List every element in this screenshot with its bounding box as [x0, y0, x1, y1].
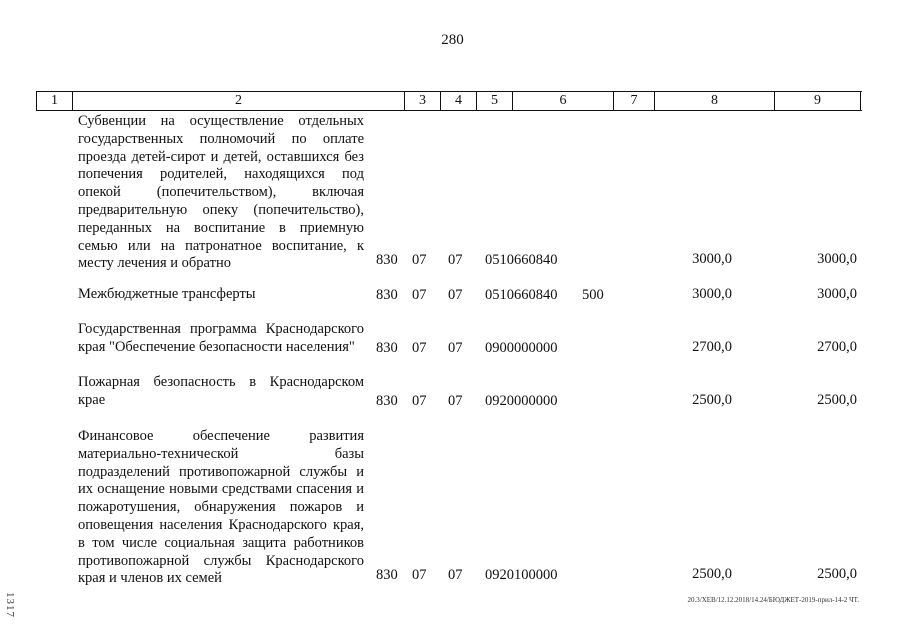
row-description: Межбюджетные трансферты: [78, 286, 256, 302]
cell-col6: 0920000000: [485, 393, 558, 409]
cell-col5: 07: [448, 252, 463, 268]
cell-col8: 3000,0: [692, 251, 732, 267]
header-col-5: 5: [477, 92, 513, 110]
cell-col3: 830: [376, 252, 398, 268]
header-col-3: 3: [405, 92, 441, 110]
header-col-4: 4: [441, 92, 477, 110]
cell-col4: 07: [412, 252, 427, 268]
row-description: Субвенции на осуществление отдельных государственных полномочий по оплате проезда детей-сирот и детей, оставшихся без попечения родителей, находящихся под опекой (попечительством), включая предварительную опеку (попечительство), переданных на воспитание в приемную семью или на патронатное воспитание, к месту лечения и обратно: [78, 113, 364, 272]
page-number: 280: [441, 32, 464, 48]
row-description: Пожарная безопасность в Краснодарском крае: [78, 374, 364, 408]
cell-col5: 07: [448, 340, 463, 356]
header-col-9: 9: [775, 92, 861, 110]
header-col-6: 6: [513, 92, 614, 110]
header-col-2: 2: [73, 92, 405, 110]
cell-col9: 2500,0: [817, 392, 857, 408]
cell-col4: 07: [412, 287, 427, 303]
cell-col6: 0510660840: [485, 252, 558, 268]
row-description: Финансовое обеспечение развития материально-технической базы подразделений противопожарной службы и их оснащение новыми средствами спасения и пожаротушения, обнаружения пожаров и оповещения населения Краснодарского края, в том числе социальная защита работников противопожарной службы Краснодарского края и членов их семей: [78, 428, 364, 587]
cell-col6: 0510660840: [485, 287, 558, 303]
row-description: Государственная программа Краснодарского края "Обеспечение безопасности населения": [78, 321, 364, 355]
cell-col5: 07: [448, 287, 463, 303]
footer-document-code: 20.3/XEB/12.12.2018/14.24/БЮДЖЕТ-2019-прил-14-2 ЧТ.: [687, 596, 859, 604]
cell-col3: 830: [376, 340, 398, 356]
cell-col4: 07: [412, 393, 427, 409]
cell-col4: 07: [412, 567, 427, 583]
cell-col3: 830: [376, 567, 398, 583]
cell-col8: 3000,0: [692, 286, 732, 302]
cell-col4: 07: [412, 340, 427, 356]
cell-col8: 2500,0: [692, 392, 732, 408]
table-header: [36, 91, 862, 111]
side-stamp: 1317: [4, 592, 16, 618]
cell-col3: 830: [376, 393, 398, 409]
cell-col5: 07: [448, 393, 463, 409]
cell-col6: 0920100000: [485, 567, 558, 583]
cell-col7: 500: [582, 287, 604, 303]
cell-col3: 830: [376, 287, 398, 303]
header-col-1: 1: [37, 92, 73, 110]
cell-col9: 2500,0: [817, 566, 857, 582]
cell-col6: 0900000000: [485, 340, 558, 356]
cell-col8: 2500,0: [692, 566, 732, 582]
cell-col9: 3000,0: [817, 286, 857, 302]
cell-col8: 2700,0: [692, 339, 732, 355]
cell-col9: 2700,0: [817, 339, 857, 355]
header-col-8: 8: [655, 92, 775, 110]
header-col-7: 7: [614, 92, 655, 110]
cell-col9: 3000,0: [817, 251, 857, 267]
cell-col5: 07: [448, 567, 463, 583]
